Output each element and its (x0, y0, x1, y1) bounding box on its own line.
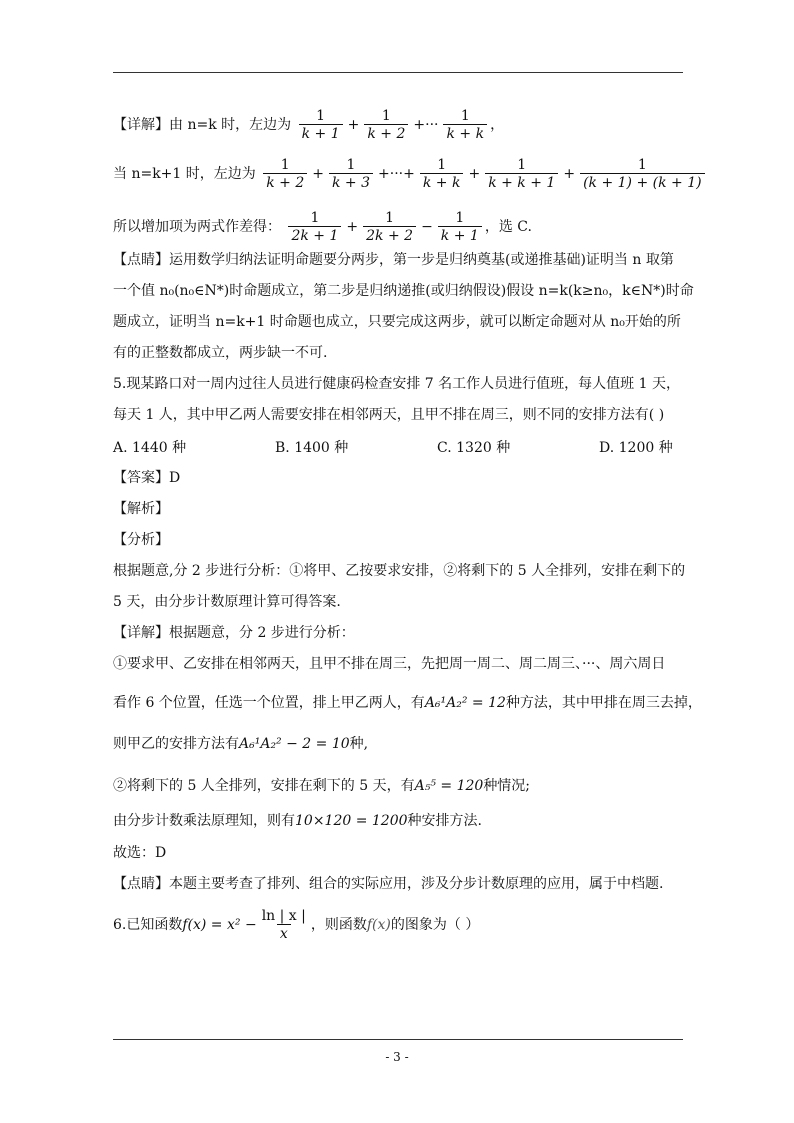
math-expression: f(x) (366, 917, 391, 933)
q5-choose: 故选：D (113, 845, 167, 861)
q5-fenxi-line1: 根据题意,分 2 步进行分析：①将甲、乙按要求安排，②将剩下的 5 人全排列，安排在剩下的 (113, 563, 686, 579)
frac-den: k + 2 (364, 124, 408, 142)
math-expression: f(x) = x² − (182, 917, 257, 933)
math-expression: A₅⁵ = 120 (414, 778, 484, 794)
q5-detail-line4: ②将剩下的 5 人全排列，安排在剩下的 5 天，有A₅⁵ = 120种情况; (113, 778, 531, 794)
math-expression: A₆¹A₂² = 12 (424, 695, 506, 711)
q5-detail-line2: 看作 6 个位置，任选一个位置，排上甲乙两人，有A₆¹A₂² = 12种方法，其中甲排在周三去掉， (113, 695, 702, 711)
q4-detail-line2: 当 n=k+1 时，左边为 $\frac{1}{k + 2}$ + $\frac{1}{k + 3}$ +···+ $\frac{1}{k + k}$ + $\frac{1}{k + k + 1}$ + $\frac{1}{(k + 1) + (k + 1)}$ (113, 157, 688, 191)
frac-den: k + k (443, 124, 487, 142)
q4-comment-line4: 有的正整数都成立，两步缺一不可. (113, 345, 328, 361)
math-expression: 10×120 = 1200 (295, 813, 408, 829)
header-rule (113, 72, 683, 73)
fraction: $\frac{1}{k + 1}$ (438, 210, 482, 244)
fraction (364, 108, 408, 142)
fraction: $\frac{1}{2k + 1}$ (288, 210, 341, 244)
q5-option-d: D. 1200 种 (599, 440, 673, 456)
frac-num: 1 (316, 108, 326, 124)
detail-text: 由 n=k 时，左边为 (169, 117, 292, 133)
dots: +··· (413, 117, 439, 133)
q5-detail-line5: 由分步计数乘法原理知，则有10×120 = 1200种安排方法. (113, 813, 482, 829)
answer-note: ，选 C. (484, 219, 532, 235)
q5-comment: 【点睛】本题主要考查了排列、组合的实际应用，涉及分步计数原理的应用，属于中档题. (113, 876, 664, 892)
q4-detail-line3: 所以增加项为两式作差得： $\frac{1}{2k + 1}$ + $\frac{1}{2k + 2}$ − $\frac{1}{k + 1}$ ，选 C. (113, 210, 532, 244)
frac-num: 1 (381, 108, 391, 124)
detail-text: 所以增加项为两式作差得： (113, 219, 281, 235)
q5-fenxi-tag: 【分析】 (113, 532, 169, 548)
fraction (299, 108, 343, 142)
fraction: $\frac{1}{k + 3}$ (329, 157, 373, 191)
q5-stem-line2: 每天 1 人，其中甲乙两人需要安排在相邻两天，且甲不排在周三，则不同的安排方法有( ) (113, 407, 665, 423)
page-number: - 3 - (385, 1050, 409, 1064)
q6-stem: 6.已知函数f(x) = x² − $\frac{\ln | x |}{x}$ ，则函数f(x)的图象为（ ） (113, 908, 480, 942)
footer-rule (113, 1039, 683, 1040)
q5-answer: 【答案】D (113, 470, 181, 486)
fraction (443, 108, 487, 142)
fraction: $\frac{1}{k + k + 1}$ (485, 157, 558, 191)
detail-text: 当 n=k+1 时，左边为 (113, 166, 256, 182)
q5-option-c: C. 1320 种 (437, 440, 511, 456)
q4-detail-line1: 【详解】由 n=k 时，左边为 $\frac{1}{k + 1}$ + $\frac{1}{k + 2}$ +··· $\frac{1}{k + k}$ ， (113, 108, 505, 142)
frac-den: k + 1 (299, 124, 343, 142)
fraction: $\frac{1}{2k + 2}$ (363, 210, 416, 244)
q4-comment-line1: 【点睛】运用数学归纳法证明命题要分两步，第一步是归纳奠基(或递推基础)证明当 n 取第 (113, 252, 674, 268)
q5-option-b: B. 1400 种 (275, 440, 349, 456)
comment-tag: 【点睛】 (113, 252, 169, 268)
q5-fenxi-line2: 5 天，由分步计数原理计算可得答案. (113, 594, 341, 610)
q5-stem-line1: 5.现某路口对一周内过往人员进行健康码检查安排 7 名工作人员进行值班，每人值班 1 天， (113, 376, 680, 392)
fraction: $\frac{1}{k + k}$ (420, 157, 464, 191)
q5-analysis-tag: 【解析】 (113, 501, 169, 517)
q4-comment-line2: 一个值 n₀(n₀∈N*)时命题成立，第二步是归纳递推(或归纳假设)假设 n=k(k≥n₀，k∈N*)时命 (113, 283, 694, 299)
q5-option-a: A. 1440 种 (113, 440, 187, 456)
q5-detail-line0: 【详解】根据题意，分 2 步进行分析： (113, 625, 355, 641)
punct: ， (490, 117, 505, 133)
fraction: $\frac{1}{(k + 1) + (k + 1)}$ (580, 157, 705, 191)
fraction: $\frac{1}{k + 2}$ (263, 157, 307, 191)
q5-detail-line1: ①要求甲、乙安排在相邻两天，且甲不排在周三，先把周一周二、周二周三、···、周六周日 (113, 656, 666, 672)
q4-comment-line3: 题成立，证明当 n=k+1 时命题也成立，只要完成这两步，就可以断定命题对从 n₀开始的所 (113, 314, 681, 330)
math-expression: A₆¹A₂² − 2 = 10 (239, 736, 350, 752)
q5-detail-line3: 则甲乙的安排方法有A₆¹A₂² − 2 = 10种, (113, 736, 369, 752)
detail-tag: 【详解】 (113, 117, 169, 133)
frac-num: 1 (460, 108, 470, 124)
fraction: $\frac{\ln | x |}{x}$ (261, 908, 306, 942)
